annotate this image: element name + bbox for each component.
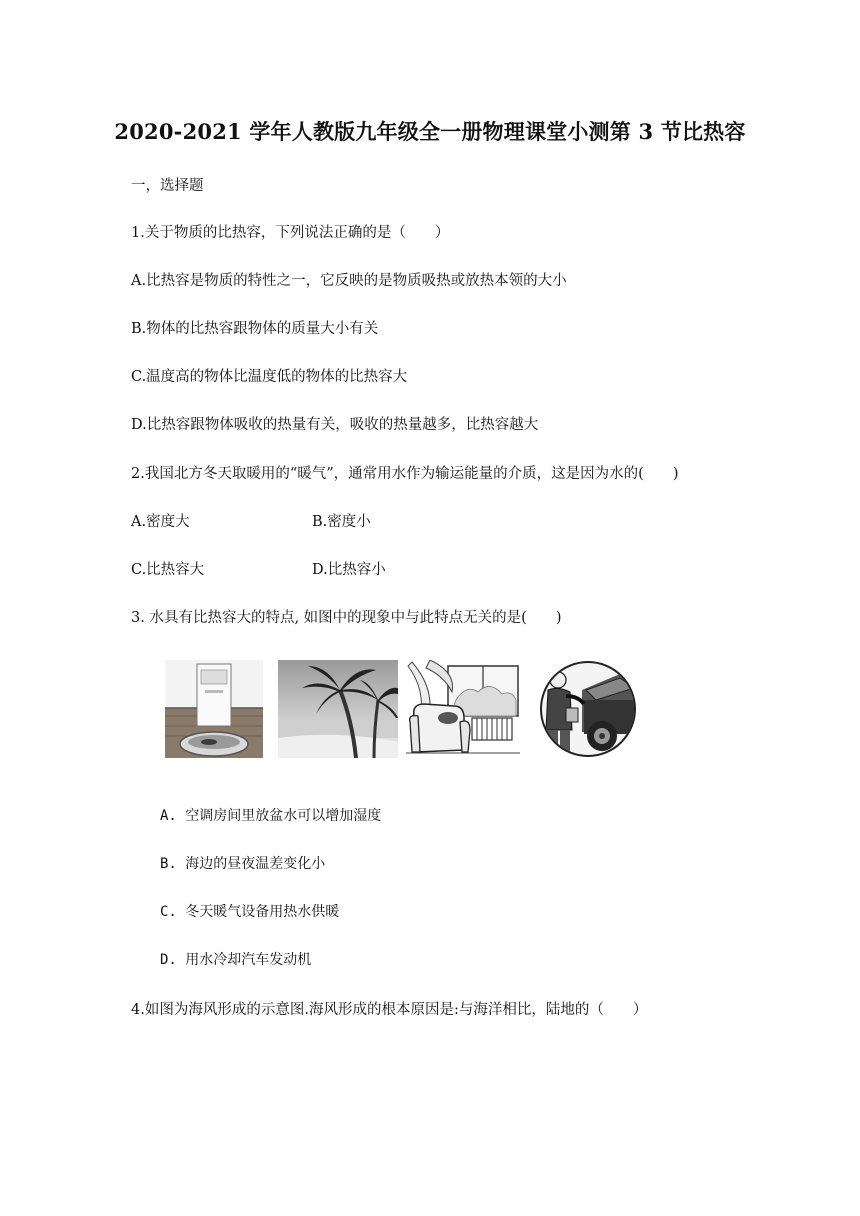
- question-1-option-c: C.温度高的物体比温度低的物体的比热容大: [131, 369, 408, 385]
- question-3-option-c: C. 冬天暖气设备用热水供暖: [160, 904, 340, 920]
- question-1-option-a: A.比热容是物质的特性之一，它反映的是物质吸热或放热本领的大小: [131, 273, 567, 289]
- question-1-option-b: B.物体的比热容跟物体的质量大小有关: [131, 321, 379, 337]
- document-title: 2020-2021 学年人教版九年级全一册物理课堂小测第 3 节比热容: [114, 119, 746, 144]
- question-3-option-d: D. 用水冷却汽车发动机: [160, 952, 312, 968]
- question-3-option-a: A. 空调房间里放盆水可以增加湿度: [160, 808, 382, 824]
- air-conditioner-room-image: [165, 660, 263, 758]
- question-4-stem: 4.如图为海风形成的示意图.海风形成的根本原因是:与海洋相比，陆地的（ ）: [131, 1002, 648, 1018]
- radiator-room-image: [406, 660, 520, 758]
- seaside-palm-image: [278, 660, 398, 758]
- question-1-stem: 1.关于物质的比热容，下列说法正确的是（ ）: [131, 225, 450, 241]
- question-2-option-c: C.比热容大: [131, 562, 205, 578]
- question-3-option-b: B. 海边的昼夜温差变化小: [160, 856, 326, 872]
- question-2-option-b: B.密度小: [312, 514, 371, 530]
- section-heading: 一，选择题: [131, 178, 204, 194]
- question-3-stem: 3. 水具有比热容大的特点, 如图中的现象中与此特点无关的是( ): [131, 610, 562, 626]
- car-engine-image: [536, 660, 640, 758]
- question-2-stem: 2.我国北方冬天取暖用的“暖气”，通常用水作为输运能量的介质，这是因为水的( ): [131, 466, 679, 482]
- question-2-option-d: D.比热容小: [312, 562, 386, 578]
- question-1-option-d: D.比热容跟物体吸收的热量有关，吸收的热量越多，比热容越大: [131, 417, 539, 433]
- question-2-option-a: A.密度大: [131, 514, 190, 530]
